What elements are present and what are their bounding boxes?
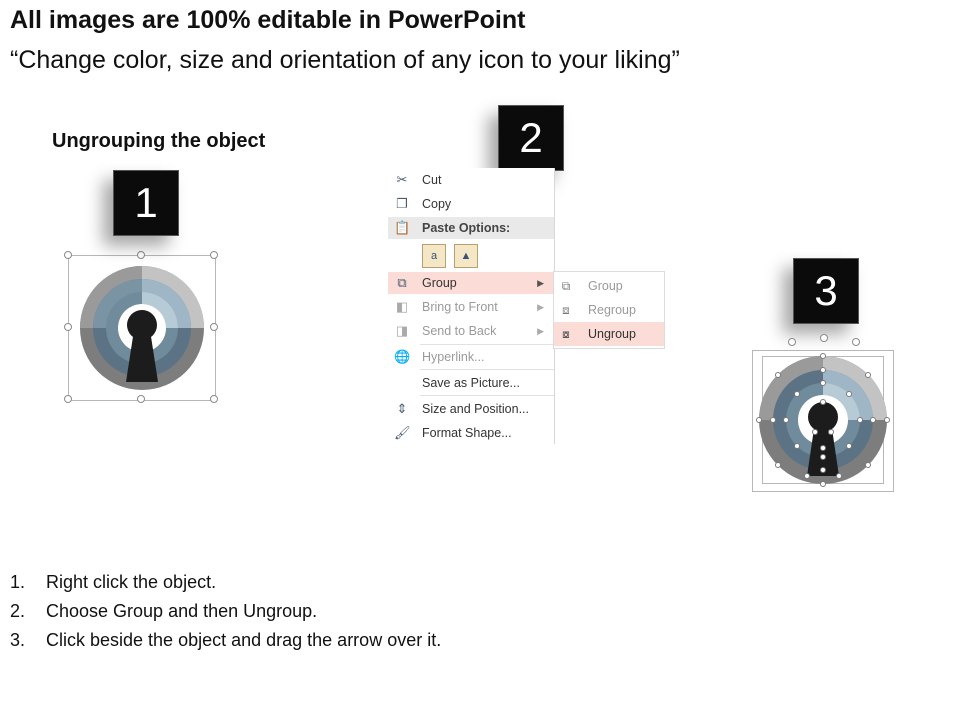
group-icon: ⧉ — [397, 275, 407, 290]
headline-subtitle: “Change color, size and orientation of any icon to your liking” — [10, 46, 680, 74]
menu-item-label: Size and Position... — [422, 402, 530, 416]
step-number: 3. — [10, 630, 26, 650]
step-badge-3: 3 — [793, 258, 859, 324]
keyhole-target-graphic[interactable] — [76, 262, 208, 394]
instruction-list — [10, 568, 441, 655]
menu-separator — [420, 344, 554, 345]
resize-handle[interactable] — [64, 323, 72, 331]
section-title: Ungrouping the object — [52, 130, 266, 152]
step-number: 1. — [10, 572, 26, 592]
menu-item-hyperlink[interactable] — [388, 346, 554, 368]
menu-item-label: Hyperlink... — [422, 350, 485, 364]
rotate-handle[interactable] — [820, 334, 828, 342]
menu-item-save-as-picture[interactable] — [388, 372, 554, 394]
menu-item-label: Send to Back — [422, 324, 497, 338]
step-badge-1: 1 — [113, 170, 179, 236]
step-text: Right click the object. — [46, 572, 217, 592]
instruction-step — [10, 626, 441, 655]
hyperlink-icon: 🌐 — [394, 349, 411, 364]
menu-separator — [420, 369, 554, 370]
menu-item-label: Format Shape... — [422, 426, 512, 440]
submenu-item-ungroup[interactable] — [554, 322, 664, 346]
menu-item-send-to-back[interactable] — [388, 320, 554, 342]
group-icon: ⧉ — [561, 279, 571, 293]
instruction-step — [10, 568, 441, 597]
clipboard-icon: 📋 — [394, 220, 411, 235]
menu-item-label: Copy — [422, 197, 452, 211]
format-shape-icon: 🖌 — [394, 425, 411, 440]
submenu-item-label: Regroup — [588, 303, 636, 317]
menu-item-bring-to-front[interactable] — [388, 296, 554, 318]
submenu-item-label: Group — [588, 279, 623, 293]
menu-item-copy[interactable] — [388, 193, 554, 215]
send-to-back-icon: ◨ — [395, 323, 409, 338]
submenu-arrow-icon: ▶ — [537, 278, 544, 288]
step-badge-2: 2 — [498, 105, 564, 171]
menu-separator — [420, 395, 554, 396]
resize-handle[interactable] — [137, 395, 145, 403]
paste-keep-text-icon[interactable]: a — [422, 244, 446, 268]
menu-item-label: Cut — [422, 173, 442, 187]
keyhole-target-ungrouped-graphic[interactable] — [755, 352, 891, 488]
submenu-arrow-icon: ▶ — [537, 302, 544, 312]
menu-item-label: Save as Picture... — [422, 376, 520, 390]
menu-item-cut[interactable] — [388, 169, 554, 191]
menu-item-group[interactable] — [388, 272, 554, 294]
submenu-item-regroup[interactable] — [554, 298, 664, 322]
scissors-icon: ✂ — [396, 172, 408, 187]
copy-icon: ❐ — [396, 196, 408, 211]
context-menu — [388, 168, 555, 444]
size-position-icon: ⇕ — [396, 401, 408, 416]
instruction-step — [10, 597, 441, 626]
resize-handle[interactable] — [64, 251, 72, 259]
headline-title: All images are 100% editable in PowerPoint — [10, 6, 526, 34]
group-submenu — [553, 271, 665, 349]
ungroup-icon: ⧇ — [562, 327, 570, 341]
submenu-item-group[interactable] — [554, 274, 664, 298]
menu-item-label: Bring to Front — [422, 300, 498, 314]
regroup-icon: ⧈ — [562, 303, 570, 317]
submenu-arrow-icon: ▶ — [537, 326, 544, 336]
menu-item-label: Group — [422, 276, 457, 290]
step-number: 2. — [10, 601, 26, 621]
resize-handle[interactable] — [210, 395, 218, 403]
rotate-handle[interactable] — [852, 338, 860, 346]
menu-item-format-shape[interactable] — [388, 422, 554, 444]
rotate-handle[interactable] — [788, 338, 796, 346]
step-text: Choose Group and then Ungroup. — [46, 601, 318, 621]
menu-item-paste-options — [388, 217, 554, 239]
step-text: Click beside the object and drag the arrow over it. — [46, 630, 442, 650]
menu-item-size-and-position[interactable] — [388, 398, 554, 420]
resize-handle[interactable] — [210, 251, 218, 259]
submenu-item-label: Ungroup — [588, 327, 636, 341]
paste-picture-icon[interactable]: ▲ — [454, 244, 478, 268]
resize-handle[interactable] — [137, 251, 145, 259]
resize-handle[interactable] — [210, 323, 218, 331]
menu-item-label: Paste Options: — [422, 221, 511, 235]
bring-to-front-icon: ◧ — [395, 299, 409, 314]
resize-handle[interactable] — [64, 395, 72, 403]
